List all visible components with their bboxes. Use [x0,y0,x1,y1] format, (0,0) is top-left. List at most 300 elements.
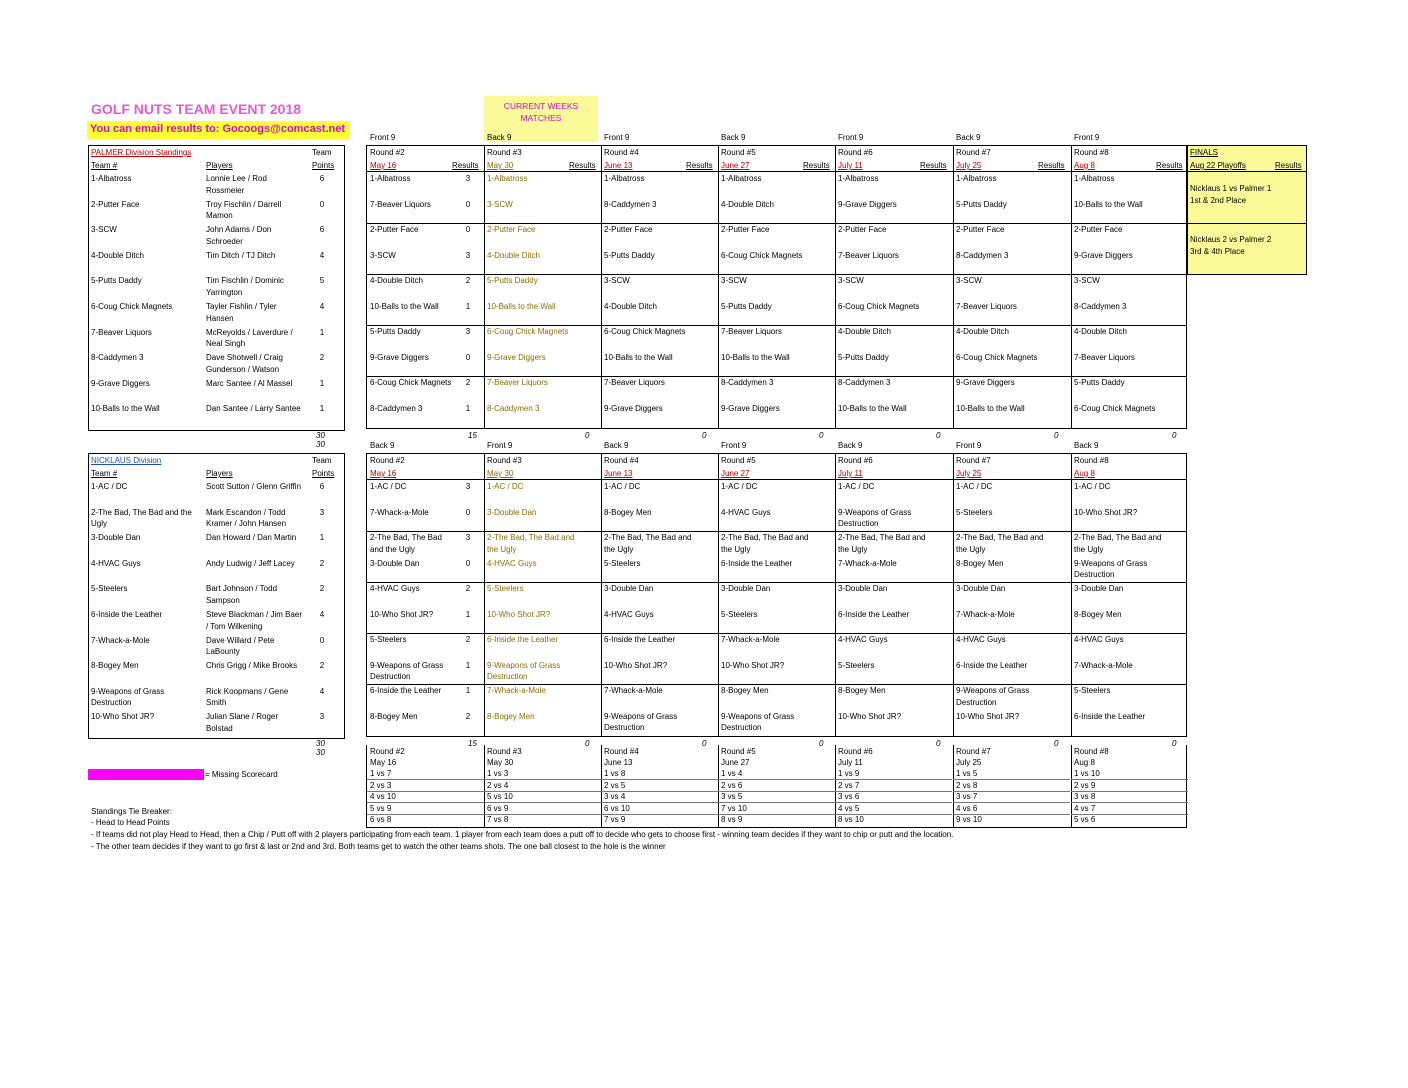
nicklaus-team-name: 10-Who Shot JR? [91,712,155,722]
nicklaus-match-score[interactable]: 2 [465,584,471,593]
nicklaus-match-score[interactable]: 1 [465,609,471,619]
nicklaus-match-team: 6-Inside the Leather [956,660,1028,670]
schedule-pair: 7 vs 9 [604,815,626,825]
schedule-pair: 3 vs 7 [956,792,978,802]
palmer-team-players: Lonnie Lee / Rod Rossmeier [206,174,267,195]
palmer-match-score[interactable]: 1 [465,403,471,413]
palmer-match-score[interactable]: 3 [465,327,471,336]
nicklaus-team-points: 0 [319,635,325,645]
palmer-players-label: Players [206,161,233,170]
palmer-match-team: 3-SCW [956,276,982,285]
nicklaus-team-players: Steve Blackman / Jim Baer / Tom Wilkening [206,610,303,631]
palmer-team-name: 5-Putts Daddy [91,276,142,286]
nicklaus-players-label: Players [206,469,233,478]
finals-header: FINALS [1190,148,1219,157]
nicklaus-match-team: 1-AC / DC [1074,482,1111,491]
nicklaus-team-name: 9-Weapons of Grass Destruction [91,686,165,708]
palmer-team-players: Tim Ditch / TJ Ditch [206,250,276,260]
nicklaus-round-date: May 30 [487,469,514,478]
nicklaus-match-score[interactable]: 0 [465,558,471,568]
nicklaus-match-team: 6-Inside the Leather [1074,711,1146,721]
palmer-match-team: 2-Putter Face [838,225,887,234]
nicklaus-team-players: Andy Ludwig / Jeff Lacey [206,558,295,568]
nicklaus-nine-label: Back 9 [1074,441,1099,450]
nicklaus-match-team: 2-The Bad, The Bad and the Ugly [487,533,575,554]
palmer-round-label: Round #7 [956,148,991,157]
palmer-match-team: 10-Balls to the Wall [721,352,790,362]
palmer-match-team: 4-Double Ditch [487,250,540,260]
palmer-nine-label: Front 9 [1074,133,1100,142]
palmer-team-players: Marc Santee / Al Massel [206,378,293,388]
nicklaus-match-team: 10-Who Shot JR? [956,711,1020,721]
nicklaus-match-team: 4-HVAC Guys [604,609,654,619]
palmer-match-team: 6-Coug Chick Magnets [721,250,803,260]
nicklaus-match-team: 10-Who Shot JR? [838,711,902,721]
nicklaus-match-team: 3-Double Dan [487,507,537,517]
palmer-team-players: Dave Shotwell / Craig Gunderson / Watson [206,353,283,374]
schedule-pair: 9 vs 10 [956,815,982,825]
nicklaus-match-team: 2-The Bad, The Bad and the Ugly [721,533,809,554]
palmer-round-label: Round #2 [370,148,405,157]
nicklaus-team-name: 4-HVAC Guys [91,558,141,568]
palmer-match-team: 1-Albatross [838,174,879,183]
nicklaus-team-name: 6-Inside the Leather [91,610,163,619]
schedule-round: Round #5 [721,747,756,756]
palmer-column-total: 15 [468,431,477,440]
palmer-match-team: 9-Grave Diggers [956,378,1015,387]
nicklaus-match-team: 7-Whack-a-Mole [487,686,546,695]
palmer-match-team: 3-SCW [487,199,513,209]
palmer-results-label: Results [686,161,713,170]
palmer-team-players: Dan Santee / Larry Santee [206,404,301,414]
nicklaus-column-total: 0 [1172,739,1177,748]
palmer-round-date: July 11 [838,161,863,170]
nicklaus-round-date: June 13 [604,469,633,478]
nicklaus-nine-label: Front 9 [487,441,513,450]
palmer-round-label: Round #5 [721,148,756,157]
palmer-column-total: 0 [936,431,941,440]
palmer-match-team: 3-SCW [838,276,864,285]
palmer-column-total: 0 [819,431,824,440]
palmer-match-team: 9-Grave Diggers [838,199,897,209]
nicklaus-column-total: 0 [819,739,824,748]
nicklaus-match-team: 1-AC / DC [370,482,407,491]
nicklaus-match-team: 8-Bogey Men [487,711,535,721]
schedule-pair: 6 vs 9 [487,803,509,813]
schedule-pair: 5 vs 10 [487,792,513,802]
palmer-match-team: 6-Coug Chick Magnets [838,301,920,311]
nicklaus-match-team: 7-Whack-a-Mole [370,507,429,517]
schedule-left-border [366,745,367,828]
palmer-results-label: Results [452,161,479,170]
nicklaus-column-divider [953,453,954,736]
schedule-pair: 2 vs 7 [838,780,860,790]
palmer-match-team: 10-Balls to the Wall [370,301,439,311]
palmer-match-team: 2-Putter Face [604,225,653,234]
schedule-date: June 27 [721,758,750,767]
schedule-pair: 2 vs 3 [370,780,392,790]
tiebreaker-title: Standings Tie Breaker: [91,807,172,816]
palmer-team-label: Team # [91,161,118,170]
nicklaus-team-players: Julian Slane / Roger Bolstad [206,712,279,733]
tiebreaker-line-1: - Head to Head Points [91,818,170,827]
palmer-match-team: 1-Albatross [604,174,645,183]
nicklaus-match-team: 4-HVAC Guys [487,558,537,568]
palmer-match-team: 8-Caddymen 3 [1074,301,1127,311]
palmer-round-date: Aug 8 [1074,161,1095,170]
palmer-team-name: 6-Coug Chick Magnets [91,302,173,311]
schedule-pair: 6 vs 8 [370,815,392,825]
palmer-column-total: 0 [1054,431,1059,440]
palmer-match-team: 2-Putter Face [1074,225,1123,234]
nicklaus-column-total: 0 [1054,739,1059,748]
palmer-column-divider [1071,145,1072,428]
nicklaus-nine-label: Front 9 [956,441,982,450]
legend-label: = Missing Scorecard [205,770,278,779]
schedule-pair: 1 vs 8 [604,769,626,778]
palmer-match-team: 1-Albatross [487,174,528,183]
nicklaus-round-date: July 11 [838,469,863,478]
nicklaus-match-team: 1-AC / DC [956,482,993,491]
nicklaus-column-total: 0 [936,739,941,748]
nicklaus-column-divider [1071,453,1072,736]
palmer-match-team: 3-SCW [604,276,630,285]
palmer-match-team: 7-Beaver Liquors [721,327,782,336]
nicklaus-team-label: Team # [91,469,118,478]
schedule-pair: 2 vs 6 [721,780,743,790]
palmer-column-total: 0 [1172,431,1177,440]
palmer-results-label: Results [1038,161,1065,170]
palmer-match-team: 2-Putter Face [487,225,536,234]
palmer-match-team: 8-Caddymen 3 [370,403,423,413]
palmer-team-name: 2-Putter Face [91,199,140,209]
palmer-match-team: 5-Putts Daddy [956,199,1007,209]
palmer-match-team: 7-Beaver Liquors [956,301,1017,311]
palmer-column-divider [484,145,485,428]
nicklaus-match-team: 3-Double Dan [721,584,771,593]
schedule-pair: 3 vs 4 [604,792,626,802]
nicklaus-match-team: 10-Who Shot JR? [604,660,668,670]
nicklaus-match-team: 8-Bogey Men [1074,609,1122,619]
schedule-round: Round #8 [1074,747,1109,756]
palmer-match-team: 9-Grave Diggers [487,352,546,362]
nicklaus-match-team: 10-Who Shot JR? [721,660,785,670]
schedule-date: July 25 [956,758,982,767]
palmer-nine-label: Back 9 [721,133,746,142]
nicklaus-team-name: 8-Bogey Men [91,661,139,671]
palmer-match-team: 3-SCW [721,276,747,285]
schedule-pair: 2 vs 5 [604,780,626,790]
palmer-match-team: 10-Balls to the Wall [487,301,556,311]
schedule-pair: 7 vs 8 [487,815,509,825]
palmer-nine-label: Front 9 [370,133,396,142]
nicklaus-match-team: 9-Weapons of Grass Destruction [838,507,912,529]
palmer-round-date: June 13 [604,161,633,170]
palmer-match-team: 5-Putts Daddy [838,352,889,362]
palmer-points-total: 30 [316,431,325,440]
nicklaus-team-players: Dave Willard / Pete LaBounty [206,635,275,657]
schedule-date: June 13 [604,758,633,767]
nicklaus-match-team: 3-Double Dan [956,584,1006,593]
palmer-match-team: 9-Grave Diggers [721,403,780,413]
schedule-pair: 2 vs 9 [1074,780,1096,790]
palmer-match-team: 6-Coug Chick Magnets [1074,403,1156,413]
nicklaus-match-team: 3-Double Dan [370,558,420,568]
palmer-team-name: 9-Grave Diggers [91,378,150,388]
nicklaus-match-team: 7-Whack-a-Mole [838,558,897,568]
palmer-match-team: 10-Balls to the Wall [604,352,673,362]
palmer-team-name: 3-SCW [91,225,117,235]
schedule-pair: 7 vs 10 [721,803,747,813]
schedule-date: May 30 [487,758,514,767]
nicklaus-round-label: Round #2 [370,456,405,465]
nicklaus-round-label: Round #5 [721,456,756,465]
schedule-pair: 4 vs 10 [370,792,396,802]
palmer-match-team: 7-Beaver Liquors [487,378,548,387]
palmer-match-team: 5-Putts Daddy [487,276,538,285]
palmer-team-players: Troy Fischlin / Darrell Mamon [206,199,282,221]
palmer-team-points: 1 [319,378,325,388]
palmer-round-date: July 25 [956,161,982,170]
schedule-pair: 1 vs 7 [370,769,392,778]
palmer-nine-label: Back 9 [956,133,981,142]
nicklaus-round-date: June 27 [721,469,750,478]
nicklaus-points-total-check: 30 [316,748,325,757]
palmer-team-players: John Adams / Don Schroeder [206,225,272,246]
nicklaus-nine-label: Back 9 [370,441,395,450]
tiebreaker-line-2: - If teams did not play Head to Head, then a Chip / Putt off with 2 players participating from each team. 1 player from each team does a putt off to decide who gets to choose first - winning team decides if they want to chip or putt and the location. [91,830,954,839]
palmer-results-label: Results [920,161,947,170]
palmer-match-team: 10-Balls to the Wall [838,403,907,413]
palmer-match-team: 4-Double Ditch [721,199,774,209]
nicklaus-match-team: 9-Weapons of Grass Destruction [487,660,561,682]
palmer-match-team: 6-Coug Chick Magnets [604,327,686,336]
nicklaus-round-date: May 16 [370,469,397,478]
nicklaus-match-team: 6-Inside the Leather [604,635,676,644]
palmer-match-team: 8-Caddymen 3 [604,199,657,209]
schedule-date: Aug 8 [1074,758,1095,767]
nicklaus-team-name: 2-The Bad, The Bad and the Ugly [91,507,192,529]
nicklaus-round-date: July 25 [956,469,982,478]
palmer-team-points-top: Team [312,148,332,157]
palmer-team-players: Tim Fischlin / Dominic Yarrington [206,276,284,297]
nicklaus-team-players: Rick Koopmans / Gene Smith [206,686,289,708]
nicklaus-round-date: Aug 8 [1074,469,1095,478]
palmer-nine-label: Front 9 [838,133,864,142]
nicklaus-match-team: 1-AC / DC [838,482,875,491]
nicklaus-match-team: 8-Bogey Men [370,711,418,721]
nicklaus-match-team: 10-Who Shot JR? [370,609,434,619]
palmer-results-label: Results [1156,161,1183,170]
nicklaus-match-score[interactable]: 1 [465,686,471,695]
palmer-match-team: 7-Beaver Liquors [604,378,665,387]
nicklaus-match-team: 5-Steelers [1074,686,1111,695]
palmer-team-name: 10-Balls to the Wall [91,404,160,414]
nicklaus-match-score[interactable]: 1 [465,660,471,670]
schedule-round: Round #6 [838,747,873,756]
missing-scorecard-swatch [88,769,204,780]
palmer-team-points: 4 [319,302,325,311]
schedule-column-divider [835,745,836,828]
palmer-team-points: 1 [319,327,325,337]
palmer-match-team: 1-Albatross [1074,174,1115,183]
palmer-match-team: 4-Double Ditch [1074,327,1127,336]
palmer-match-team: 8-Caddymen 3 [956,250,1009,260]
palmer-match-team: 3-SCW [370,250,396,260]
nicklaus-match-team: 4-HVAC Guys [1074,635,1124,644]
nicklaus-team-name: 1-AC / DC [91,482,128,491]
nicklaus-match-team: 4-HVAC Guys [956,635,1006,644]
nicklaus-match-team: 9-Weapons of Grass Destruction [370,660,444,682]
nicklaus-team-points: 4 [319,686,325,696]
palmer-round-label: Round #3 [487,148,522,157]
nicklaus-match-score[interactable]: 3 [465,533,471,542]
nicklaus-team-name: 5-Steelers [91,584,128,594]
nicklaus-match-team: 9-Weapons of Grass Destruction [604,711,678,733]
palmer-match-team: 7-Beaver Liquors [370,199,431,209]
nicklaus-division-header: NICKLAUS Division [91,456,162,465]
palmer-match-team: 5-Putts Daddy [1074,378,1125,387]
nicklaus-round-label: Round #7 [956,456,991,465]
schedule-date: May 16 [370,758,397,767]
palmer-column-divider [835,145,836,428]
nicklaus-column-divider [484,453,485,736]
finals-results-label: Results [1275,161,1302,170]
palmer-match-score[interactable]: 0 [465,199,471,209]
nicklaus-match-score[interactable]: 2 [465,635,471,644]
nicklaus-match-score[interactable]: 2 [465,711,471,721]
nicklaus-match-team: 3-Double Dan [838,584,888,593]
nicklaus-match-team: 2-The Bad, The Bad and the Ugly [604,533,692,554]
nicklaus-match-team: 1-AC / DC [604,482,641,491]
schedule-pair: 5 vs 6 [1074,815,1096,825]
nicklaus-match-score[interactable]: 0 [465,507,471,517]
palmer-team-points: 5 [319,276,325,286]
palmer-column-total: 0 [702,431,707,440]
nicklaus-match-team: 5-Steelers [370,635,407,644]
palmer-match-team: 8-Caddymen 3 [487,403,540,413]
schedule-pair: 1 vs 10 [1074,769,1100,778]
schedule-round: Round #7 [956,747,991,756]
finals-divider [1187,223,1307,224]
nicklaus-match-team: 5-Steelers [721,609,758,619]
nicklaus-match-team: 8-Bogey Men [604,507,652,517]
nicklaus-team-points: 2 [319,661,325,671]
palmer-team-points: 2 [319,353,325,363]
schedule-date: July 11 [838,758,863,767]
palmer-match-score[interactable]: 2 [465,276,471,285]
schedule-column-divider [601,745,602,828]
finals-match-1-place: 1st & 2nd Place [1190,196,1247,205]
schedule-pair: 2 vs 8 [956,780,978,790]
palmer-team-points: 1 [319,404,325,414]
nicklaus-match-team: 5-Steelers [956,507,993,517]
palmer-team-points-bottom: Points [312,161,335,170]
palmer-team-points: 6 [319,174,325,183]
nicklaus-match-team: 7-Whack-a-Mole [1074,660,1133,670]
schedule-round: Round #2 [370,747,405,756]
nicklaus-match-team: 5-Steelers [604,558,641,568]
schedule-pair: 1 vs 3 [487,769,509,778]
nicklaus-match-team: 10-Who Shot JR? [487,609,551,619]
nicklaus-match-score[interactable]: 3 [465,482,471,491]
palmer-match-score[interactable]: 3 [465,250,471,260]
palmer-match-team: 6-Coug Chick Magnets [956,352,1038,362]
schedule-pair: 1 vs 4 [721,769,743,778]
nicklaus-match-team: 7-Whack-a-Mole [721,635,780,644]
palmer-results-label: Results [803,161,830,170]
nicklaus-column-divider [835,453,836,736]
palmer-match-score[interactable]: 3 [465,174,471,183]
nicklaus-match-team: 3-Double Dan [604,584,654,593]
nicklaus-match-team: 9-Weapons of Grass Destruction [1074,558,1148,580]
nicklaus-column-total: 0 [585,739,590,748]
tiebreaker-line-3: - The other team decides if they want to go first & last or 2nd and 3rd. Both teams get to watch the other teams shots. The one ball closest to the hole is the winner [91,842,666,851]
palmer-column-divider [601,145,602,428]
finals-match-2-place: 3rd & 4th Place [1190,247,1245,256]
schedule-round: Round #3 [487,747,522,756]
schedule-pair: 8 vs 10 [838,815,864,825]
nicklaus-match-team: 4-HVAC Guys [370,584,420,593]
palmer-match-team: 6-Coug Chick Magnets [370,378,452,387]
nicklaus-team-points-top: Team [312,456,332,465]
nicklaus-match-team: 5-Steelers [487,584,524,593]
schedule-pair: 6 vs 10 [604,803,630,813]
nicklaus-match-team: 1-AC / DC [721,482,758,491]
palmer-match-team: 1-Albatross [721,174,762,183]
nicklaus-round-label: Round #6 [838,456,873,465]
palmer-match-score[interactable]: 2 [465,378,471,387]
palmer-round-label: Round #6 [838,148,873,157]
palmer-match-team: 9-Grave Diggers [604,403,663,413]
nicklaus-team-name: 3-Double Dan [91,533,141,543]
schedule-pair: 5 vs 9 [370,803,392,813]
page-title: GOLF NUTS TEAM EVENT 2018 [91,101,302,117]
palmer-match-team: 8-Caddymen 3 [721,378,774,387]
schedule-pair: 1 vs 9 [838,769,860,778]
palmer-match-team: 3-SCW [1074,276,1100,285]
nicklaus-team-points: 6 [319,482,325,491]
nicklaus-team-players: Scott Sutton / Glenn Griffin [206,482,302,491]
nicklaus-team-points: 1 [319,533,325,543]
nicklaus-team-points: 3 [319,712,325,722]
nicklaus-team-points: 2 [319,584,325,594]
schedule-round: Round #4 [604,747,639,756]
nicklaus-team-players: Bart Johnson / Todd Sampson [206,584,278,605]
palmer-match-score[interactable]: 0 [465,352,471,362]
nicklaus-match-team: 3-Double Dan [1074,584,1124,593]
nicklaus-match-team: 9-Weapons of Grass Destruction [956,686,1030,707]
nicklaus-match-team: 1-AC / DC [487,482,524,491]
palmer-match-score[interactable]: 0 [465,225,471,234]
palmer-team-points: 0 [319,199,325,209]
palmer-results-label: Results [569,161,596,170]
palmer-match-team: 4-Double Ditch [956,327,1009,336]
finals-date: Aug 22 Playoffs [1190,161,1246,170]
nicklaus-match-team: 2-The Bad, The Bad and the Ugly [370,533,442,554]
palmer-round-date: May 30 [487,161,514,170]
nicklaus-match-team: 9-Weapons of Grass Destruction [721,711,795,733]
nicklaus-nine-label: Back 9 [604,441,629,450]
nicklaus-nine-label: Back 9 [838,441,863,450]
nicklaus-match-team: 7-Whack-a-Mole [604,686,663,695]
nicklaus-points-total: 30 [316,739,325,748]
palmer-match-team: 6-Coug Chick Magnets [487,327,569,336]
nicklaus-match-team: 2-The Bad, The Bad and the Ugly [1074,533,1162,554]
palmer-round-date: June 27 [721,161,750,170]
palmer-match-score[interactable]: 1 [465,301,471,311]
palmer-team-name: 4-Double Ditch [91,250,144,260]
